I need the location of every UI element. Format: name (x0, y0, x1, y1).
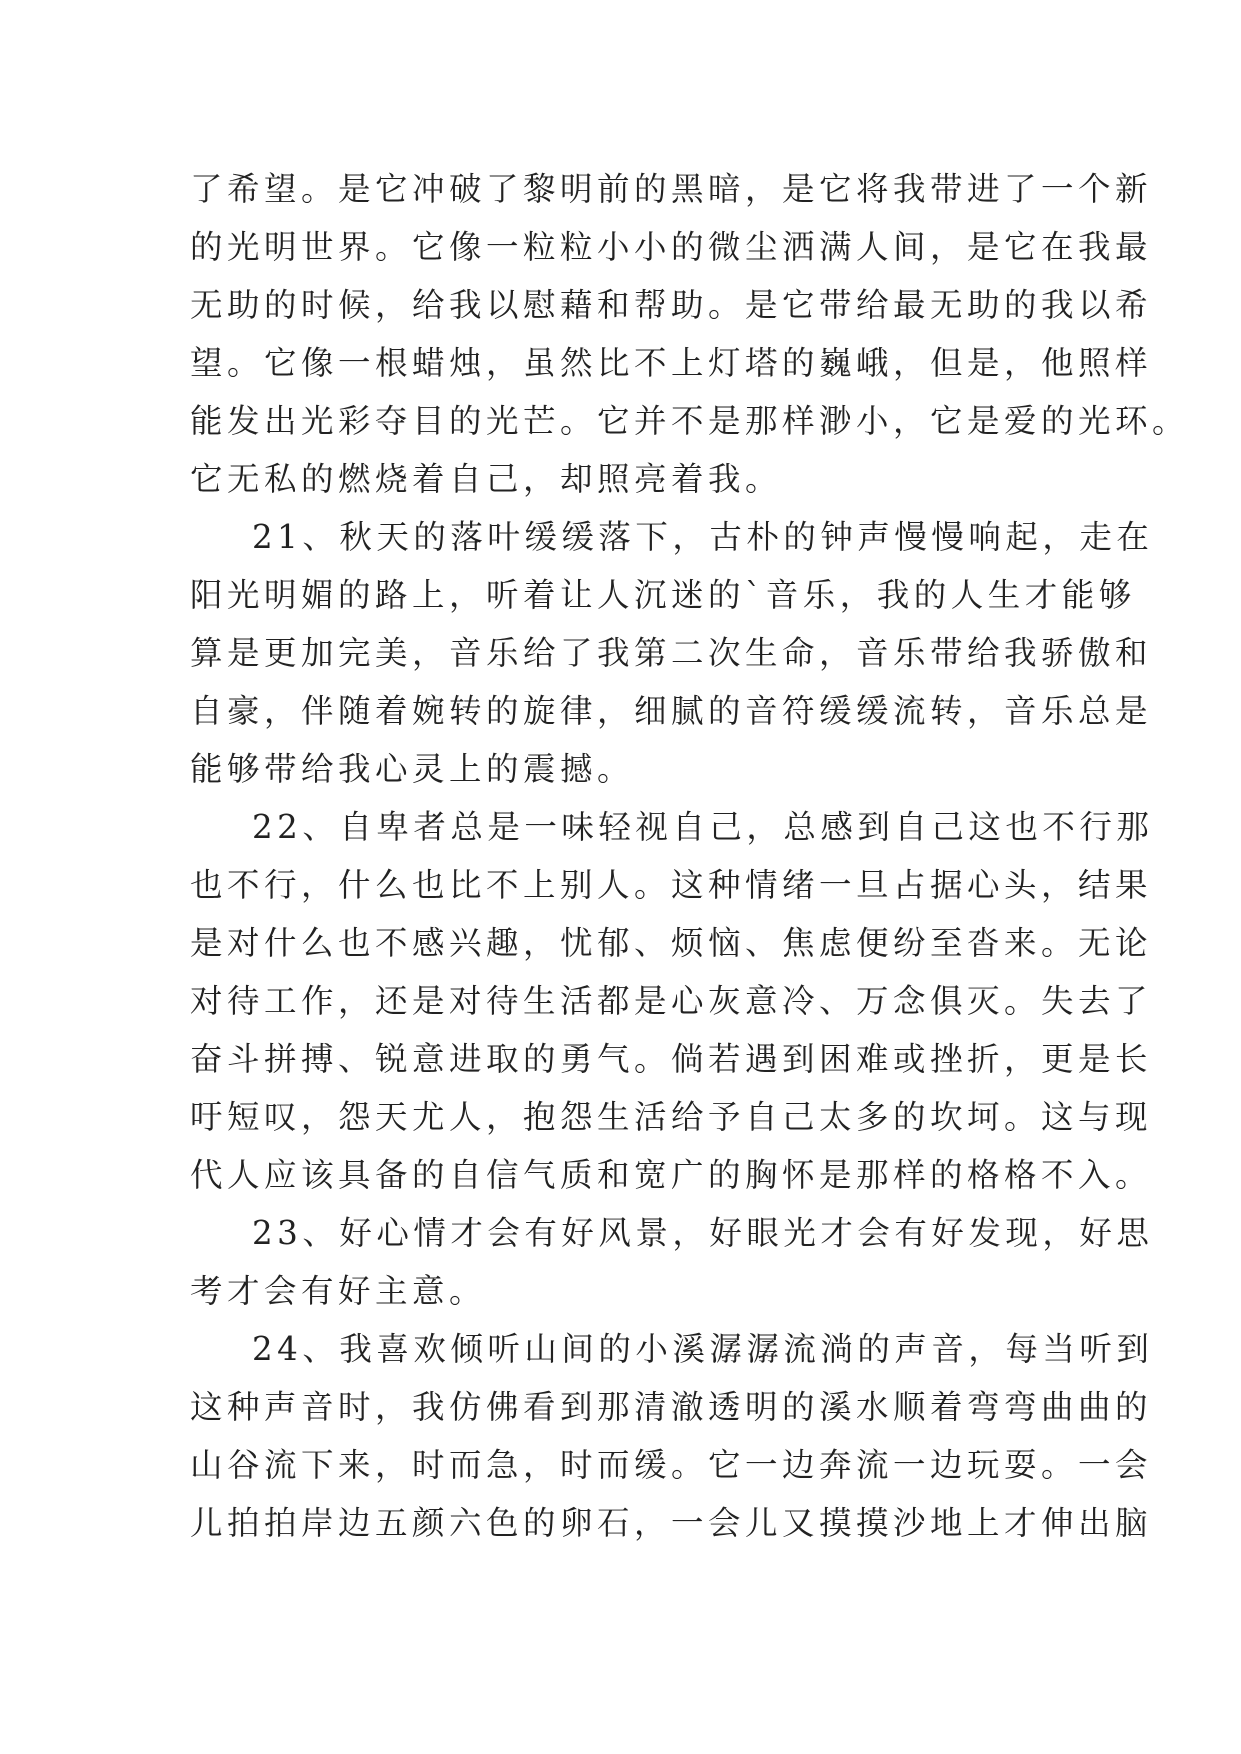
text-line: 算是更加完美，音乐给了我第二次生命，音乐带给我骄傲和 (190, 634, 1153, 672)
text-line: 山谷流下来，时而急，时而缓。它一边奔流一边玩耍。一会 (190, 1446, 1153, 1484)
text-line-first: 24、我喜欢倾听山间的小溪潺潺流淌的声音，每当听到 (252, 1330, 1154, 1368)
paragraph-24 (190, 1320, 1154, 1552)
text-line: 它无私的燃烧着自己，却照亮着我。 (190, 460, 783, 498)
paragraph-21 (190, 508, 1154, 798)
text-line-first: 22、自卑者总是一味轻视自己，总感到自己这也不行那 (252, 808, 1154, 846)
document-body (190, 160, 1190, 1552)
text-line: 望。它像一根蜡烛，虽然比不上灯塔的巍峨，但是，他照样 (190, 344, 1153, 382)
text-line: 了希望。是它冲破了黎明前的黑暗，是它将我带进了一个新 (190, 170, 1153, 208)
paragraph-22 (190, 798, 1154, 1204)
paragraph-23 (190, 1204, 1154, 1320)
paragraph-continued (190, 160, 1190, 508)
text-line-first: 21、秋天的落叶缓缓落下，古朴的钟声慢慢响起，走在 (252, 518, 1154, 556)
text-line: 无助的时候，给我以慰藉和帮助。是它带给最无助的我以希 (190, 286, 1153, 324)
text-line: 代人应该具备的自信气质和宽广的胸怀是那样的格格不入。 (190, 1156, 1153, 1194)
text-line-first: 23、好心情才会有好风景，好眼光才会有好发现，好思 (252, 1214, 1154, 1252)
text-line: 能发出光彩夺目的光芒。它并不是那样渺小，它是爱的光环。 (190, 402, 1190, 440)
text-line: 考才会有好主意。 (190, 1272, 487, 1310)
text-line: 是对什么也不感兴趣，忧郁、烦恼、焦虑便纷至沓来。无论 (190, 924, 1153, 962)
text-line: 的光明世界。它像一粒粒小小的微尘洒满人间，是它在我最 (190, 228, 1153, 266)
text-line: 也不行，什么也比不上别人。这种情绪一旦占据心头，结果 (190, 866, 1153, 904)
text-line: 奋斗拼搏、锐意进取的勇气。倘若遇到困难或挫折，更是长 (190, 1040, 1153, 1078)
text-line: 自豪，伴随着婉转的旋律，细腻的音符缓缓流转，音乐总是 (190, 692, 1153, 730)
text-line: 儿拍拍岸边五颜六色的卵石，一会儿又摸摸沙地上才伸出脑 (190, 1504, 1153, 1542)
text-line: 吁短叹，怨天尤人，抱怨生活给予自己太多的坎坷。这与现 (190, 1098, 1153, 1136)
text-line: 阳光明媚的路上，听着让人沉迷的`音乐，我的人生才能够 (190, 576, 1136, 614)
text-line: 对待工作，还是对待生活都是心灰意冷、万念俱灭。失去了 (190, 982, 1153, 1020)
text-line: 这种声音时，我仿佛看到那清澈透明的溪水顺着弯弯曲曲的 (190, 1388, 1153, 1426)
text-line: 能够带给我心灵上的震撼。 (190, 750, 635, 788)
